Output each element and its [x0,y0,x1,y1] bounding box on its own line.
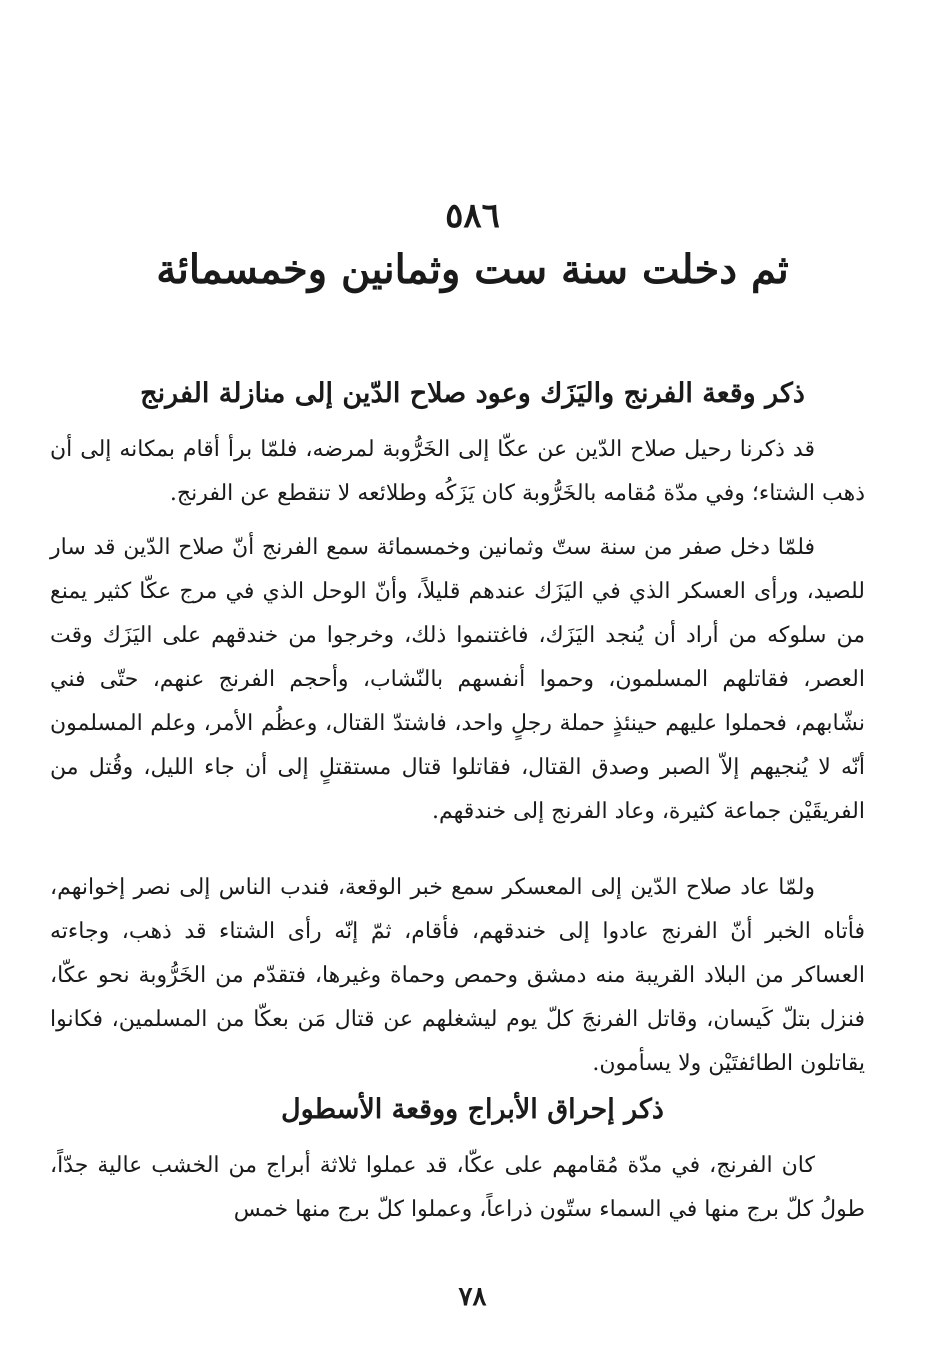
paragraph: كان الفرنج، في مدّة مُقامهم على عكّا، قد عملوا ثلاثة أبراج من الخشب عالية جدّاً، طولُ كلّ برج منها في السماء ستّون ذراعاً، وعملوا كلّ برج منها خمس [50,1153,865,1222]
year-number: ٥٨٦ [445,196,500,236]
paragraph: ولمّا عاد صلاح الدّين إلى المعسكر سمع خبر الوقعة، فندب الناس إلى نصر إخوانهم، فأتاه الخبر أنّ الفرنج عادوا إلى خندقهم، فأقام، ثمّ إنّه رأى الشتاء قد ذهب، وجاءته العساكر من البلاد القريبة منه دمشق وحمص وحماة وغيرها، فتقدّم من الخَرُّوبة نحو عكّا، فنزل بتلّ كَيسان، وقاتل الفرنجَ كلّ يوم ليشغلهم عن قتال مَن بعكّا من المسلمين، فكانوا يقاتلون الطائفتَيْن ولا يسأمون. [50,875,865,1076]
paragraph: قد ذكرنا رحيل صلاح الدّين عن عكّا إلى الخَرُّوبة لمرضه، فلمّا برأ أقام بمكانه إلى أن ذهب الشتاء؛ وفي مدّة مُقامه بالخَرُّوبة كان يَزَكُه وطلائعه لا تنقطع عن الفرنج. [50,437,865,506]
section-heading-1-wrap [40,378,905,409]
year-title: ثم دخلت سنة ست وثمانين وخمسمائة [156,246,789,293]
section-heading: ذكر وقعة الفرنج واليَزَك وعود صلاح الدّين إلى منازلة الفرنج [140,378,805,409]
paragraph-block [50,866,865,1086]
paragraph-block [50,428,865,516]
paragraph-block [50,526,865,834]
paragraph: فلمّا دخل صفر من سنة ستّ وثمانين وخمسمائة سمع الفرنج أنّ صلاح الدّين قد سار للصيد، ورأى العسكر الذي في اليَزَك عندهم قليلاً، وأنّ الوحل الذي في مرج عكّا كثير يمنع من سلوكه من أراد أن يُنجد اليَزَك، فاغتنموا ذلك، وخرجوا من خندقهم على اليَزَك وقت العصر، فقاتلهم المسلمون، وحموا أنفسهم بالنّشاب، وأحجم الفرنج عنهم، حتّى فني نشّابهم، فحملوا عليهم حينئذٍ حملة رجلٍ واحد، فاشتدّ القتال، وعظُم الأمر، وعلم المسلمون أنّه لا يُنجيهم إلاّ الصبر وصدق القتال، فقاتلوا قتال مستقتلٍ إلى أن جاء الليل، وقُتل من الفريقَيْن جماعة كثيرة، وعاد الفرنج إلى خندقهم. [50,535,865,824]
page-number: ٧٨ [458,1282,487,1312]
paragraph-block [50,1144,865,1232]
section-heading: ذكر إحراق الأبراج ووقعة الأسطول [281,1094,664,1125]
section-heading-2-wrap [40,1094,905,1125]
